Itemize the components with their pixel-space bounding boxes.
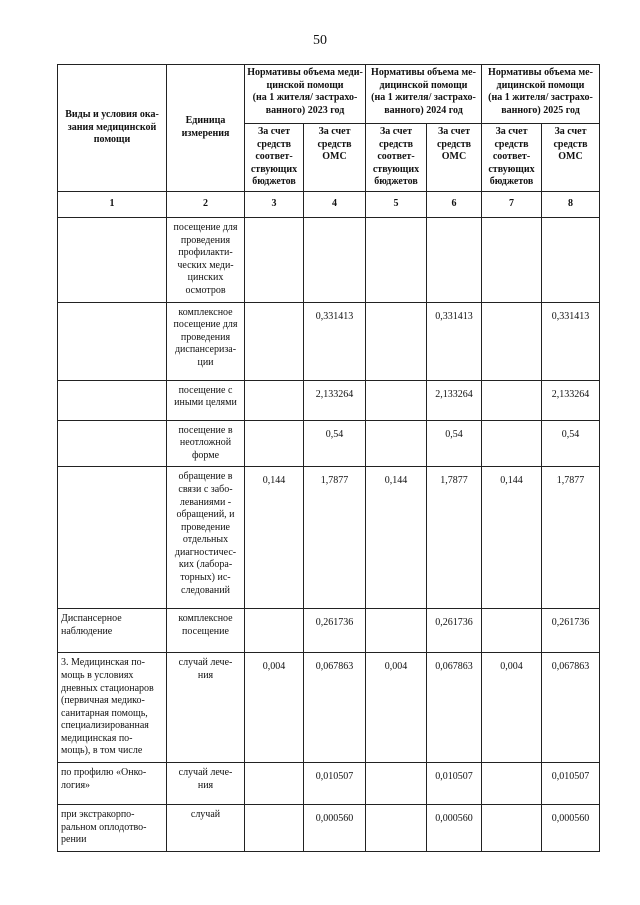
table-row: [58, 302, 600, 380]
cell-o2025: 0,54: [542, 420, 600, 467]
column-number: 1: [58, 191, 167, 217]
cell-o2025: 0,067863: [542, 653, 600, 763]
row-unit: посещение для проведения профилакти- ческих меди- цинских осмотров: [167, 217, 245, 302]
column-number: 3: [245, 191, 304, 217]
header-row-years: [58, 65, 600, 124]
cell-b2024: [366, 763, 427, 805]
cell-b2024: [366, 302, 427, 380]
cell-o2023: 1,7877: [304, 467, 366, 609]
column-number: 4: [304, 191, 366, 217]
table-row: [58, 420, 600, 467]
row-unit: комплексное посещение для проведения диспансериза- ции: [167, 302, 245, 380]
table-row: [58, 653, 600, 763]
header-budget-2025: За счет средств соответ- ствующих бюджетов: [482, 124, 542, 192]
cell-b2023: [245, 302, 304, 380]
cell-b2025: [482, 302, 542, 380]
cell-b2025: [482, 805, 542, 852]
cell-o2024: 1,7877: [427, 467, 482, 609]
cell-b2024: 0,144: [366, 467, 427, 609]
row-unit: случай лече- ния: [167, 763, 245, 805]
row-kind: при экстракорпо- ральном оплодотво- рении: [58, 805, 167, 852]
cell-o2024: 0,000560: [427, 805, 482, 852]
cell-o2024: 0,010507: [427, 763, 482, 805]
column-number: 5: [366, 191, 427, 217]
cell-o2023: 2,133264: [304, 380, 366, 420]
cell-o2025: 0,010507: [542, 763, 600, 805]
cell-b2024: [366, 609, 427, 653]
cell-b2023: [245, 763, 304, 805]
cell-o2025: 1,7877: [542, 467, 600, 609]
table-row: [58, 380, 600, 420]
row-unit: посещение с иными целями: [167, 380, 245, 420]
row-kind: по профилю «Онко- логия»: [58, 763, 167, 805]
cell-b2023: [245, 380, 304, 420]
column-number: 7: [482, 191, 542, 217]
cell-o2025: 0,331413: [542, 302, 600, 380]
table-row: [58, 217, 600, 302]
header-budget-2023: За счет средств соответ- ствующих бюджетов: [245, 124, 304, 192]
column-number: 8: [542, 191, 600, 217]
header-oms-2025: За счет средств ОМС: [542, 124, 600, 192]
cell-o2023: 0,010507: [304, 763, 366, 805]
cell-b2025: [482, 217, 542, 302]
table-row: [58, 805, 600, 852]
cell-b2025: [482, 609, 542, 653]
row-kind: [58, 420, 167, 467]
cell-o2024: 0,067863: [427, 653, 482, 763]
cell-o2024: 2,133264: [427, 380, 482, 420]
cell-o2023: 0,000560: [304, 805, 366, 852]
header-year-2025: Нормативы объема ме- дицинской помощи (на 1 жителя/ застрахо- ванного) 2025 год: [482, 65, 600, 124]
row-kind: [58, 302, 167, 380]
column-number: 6: [427, 191, 482, 217]
cell-b2023: 0,004: [245, 653, 304, 763]
cell-b2023: [245, 609, 304, 653]
cell-b2024: [366, 420, 427, 467]
page-number: 50: [313, 33, 327, 48]
cell-o2023: 0,067863: [304, 653, 366, 763]
header-kinds-conditions: Виды и условия ока- зания медицинской помощи: [58, 65, 167, 192]
cell-b2024: [366, 380, 427, 420]
row-kind: 3. Медицинская по- мощь в условиях дневных стационаров (первичная медико- санитарная помощь, специализированная медицинская по- мощь), в том числе: [58, 653, 167, 763]
cell-b2023: [245, 217, 304, 302]
header-year-2023: Нормативы объема меди- цинской помощи (на 1 жителя/ застрахо- ванного) 2023 год: [245, 65, 366, 124]
table-row: [58, 467, 600, 609]
row-unit: случай: [167, 805, 245, 852]
row-kind: Диспансерное наблюдение: [58, 609, 167, 653]
cell-b2024: 0,004: [366, 653, 427, 763]
cell-o2023: 0,54: [304, 420, 366, 467]
table-row: [58, 763, 600, 805]
cell-b2024: [366, 217, 427, 302]
cell-o2024: 0,261736: [427, 609, 482, 653]
cell-b2025: 0,004: [482, 653, 542, 763]
cell-b2023: 0,144: [245, 467, 304, 609]
row-kind: [58, 467, 167, 609]
cell-b2025: [482, 380, 542, 420]
cell-o2023: 0,261736: [304, 609, 366, 653]
row-unit: случай лече- ния: [167, 653, 245, 763]
header-budget-2024: За счет средств соответ- ствующих бюджетов: [366, 124, 427, 192]
cell-o2024: 0,331413: [427, 302, 482, 380]
cell-b2023: [245, 805, 304, 852]
table-row: [58, 609, 600, 653]
header-oms-2024: За счет средств ОМС: [427, 124, 482, 192]
table-body: [58, 217, 600, 851]
cell-o2025: 0,000560: [542, 805, 600, 852]
column-number-row: [58, 191, 600, 217]
column-number: 2: [167, 191, 245, 217]
cell-b2025: [482, 763, 542, 805]
header-oms-2023: За счет средств ОМС: [304, 124, 366, 192]
row-unit: обращение в связи с забо- леваниями - обращений, и проведение отдельных диагностичес- ких (лабора- торных) ис- следований: [167, 467, 245, 609]
cell-o2025: [542, 217, 600, 302]
cell-o2025: 2,133264: [542, 380, 600, 420]
row-kind: [58, 217, 167, 302]
cell-o2024: 0,54: [427, 420, 482, 467]
row-unit: посещение в неотложной форме: [167, 420, 245, 467]
header-unit: Единица измерения: [167, 65, 245, 192]
cell-b2025: [482, 420, 542, 467]
cell-o2024: [427, 217, 482, 302]
cell-o2025: 0,261736: [542, 609, 600, 653]
cell-b2023: [245, 420, 304, 467]
cell-o2023: 0,331413: [304, 302, 366, 380]
cell-o2023: [304, 217, 366, 302]
cell-b2025: 0,144: [482, 467, 542, 609]
row-kind: [58, 380, 167, 420]
norms-table: [57, 64, 600, 852]
cell-b2024: [366, 805, 427, 852]
row-unit: комплексное посещение: [167, 609, 245, 653]
header-year-2024: Нормативы объема ме- дицинской помощи (на 1 жителя/ застрахо- ванного) 2024 год: [366, 65, 482, 124]
